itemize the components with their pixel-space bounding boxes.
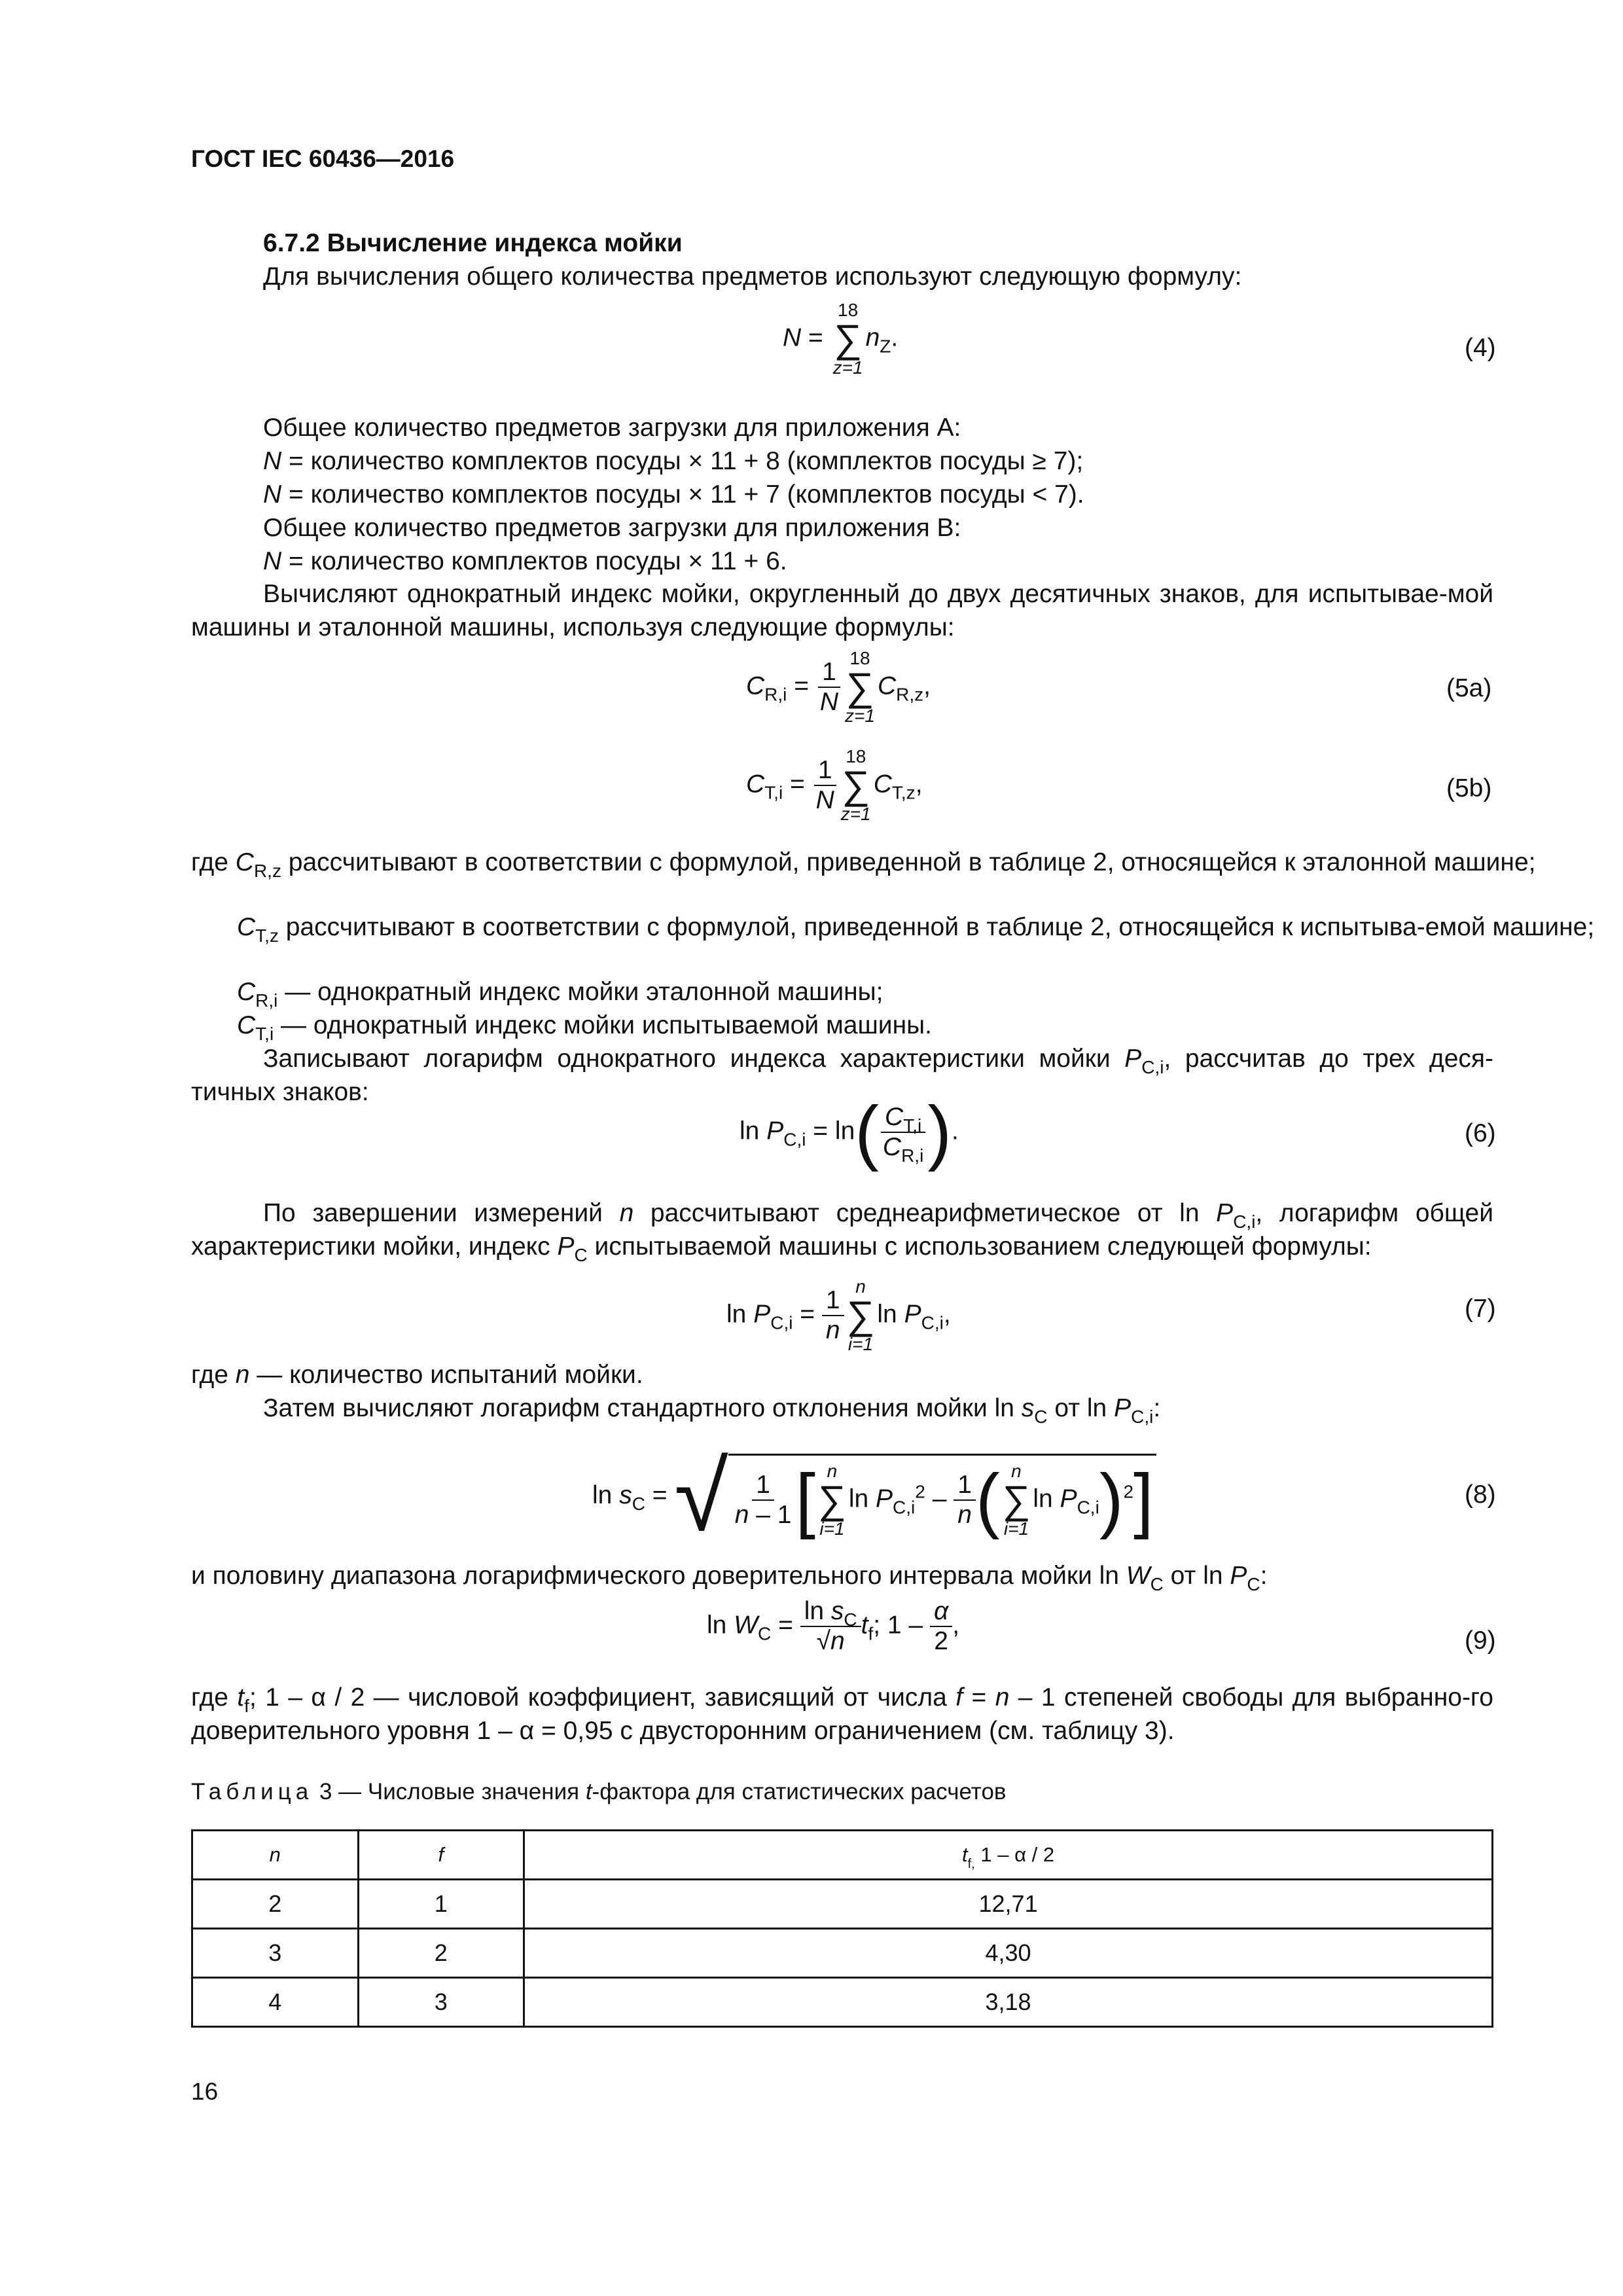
header-f: f (358, 1831, 524, 1880)
equation-6: $\ln P_{C,i} = \ln$( $\frac{C_{T,i}}{C_{R,i}}$ ). (740, 1092, 959, 1172)
where-crz: где $C_{R,z}$ рассчитывают в соответствии с формулой, приведенной в таблице 2, относящейся к эталонной машине; (191, 848, 1536, 881)
cell: 12,71 (524, 1880, 1493, 1929)
where-n: где n — количество испытаний мойки. (191, 1361, 643, 1389)
load-line-3: N = количество комплектов посуды × 11 + 7 (комплектов посуды < 7). (263, 480, 1084, 509)
equation-8-number: (8) (1465, 1480, 1496, 1509)
equation-5a-number: (5a) (1446, 674, 1492, 702)
equation-4: N = 18 ∑ z=1 $n_Z$. (783, 300, 899, 378)
equation-8: $\ln s_C$ = √ $\frac{1}{n - 1}$ [ n ∑ i=1 $\ln P_{C,i}^2$ – $\frac{1}{n}$ ( n ∑ i=1 $\ln P_{C,i})^2$] (592, 1440, 1156, 1553)
load-line-1: Общее количество предметов загрузки для приложения А: (263, 414, 961, 442)
load-line-5: N = количество комплектов посуды × 11 + 6. (263, 547, 787, 575)
equation-9-number: (9) (1465, 1626, 1496, 1655)
header-n: n (192, 1831, 359, 1880)
equation-5b-number: (5b) (1446, 774, 1492, 802)
section-title: 6.7.2 Вычисление индекса мойки (263, 229, 683, 257)
equation-4-number: (4) (1465, 334, 1496, 362)
paragraph-mean: По завершении измерений n рассчитывают среднеарифметическое от $\ln P_{C,i}$, логарифм общей характеристики мойки, индекс $P_C$ испытываемой машины с использованием следующей формулы: (191, 1199, 1493, 1265)
equation-5b: $C_{T,i}$ = $\frac{1}{N}$ 18 ∑ z=1 $C_{T,z}$, (746, 746, 923, 824)
equation-7-number: (7) (1465, 1295, 1496, 1323)
table-row (192, 1880, 1493, 1929)
equation-7: $\ln P_{C,i}$ = $\frac{1}{n}$ n ∑ i=1 $\ln P_{C,i}$, (726, 1276, 951, 1354)
table-3-caption: Таблица 3 — Числовые значения t-фактора для статистических расчетов (191, 1779, 1007, 1804)
paragraph-tf: где $t_f$; 1 – α / 2 — числовой коэффициент, зависящий от числа f = n – 1 степеней свободы для выбранно-го доверительного уровня 1 – α = 0,95 с двусторонним ограничением (см. таблицу 3). (191, 1683, 1493, 1745)
cell: 4,30 (524, 1929, 1493, 1978)
cell: 2 (192, 1880, 359, 1929)
cell: 3 (358, 1978, 524, 2027)
where-cti: $C_{T,i}$ — однократный индекс мойки испытываемой машины. (237, 1011, 932, 1044)
equation-6-number: (6) (1465, 1119, 1496, 1147)
paragraph-sd: Затем вычисляют логарифм стандартного отклонения мойки $\ln s_C$ от $\ln P_{C,i}$: (263, 1394, 1161, 1427)
load-line-2: N = количество комплектов посуды × 11 + 8 (комплектов посуды ≥ 7); (263, 447, 1084, 475)
paragraph-half-range: и половину диапазона логарифмического доверительного интервала мойки $\ln W_C$ от $\ln P_C$: (191, 1562, 1268, 1594)
where-cri: $C_{R,i}$ — однократный индекс мойки эталонной машины; (237, 978, 883, 1011)
section-intro: Для вычисления общего количества предметов используют следующую формулу: (263, 262, 1242, 291)
table-row (192, 1929, 1493, 1978)
table-header-row (192, 1831, 1493, 1880)
where-ctz: $C_{T,z}$ рассчитывают в соответствии с формулой, приведенной в таблице 2, относящейся к испытыва-емой машине; (237, 913, 1595, 946)
page-number: 16 (191, 2078, 219, 2105)
table-3 (191, 1829, 1493, 2028)
cell: 3,18 (524, 1978, 1493, 2027)
header-t: $t_{f,}$ 1 – α / 2 (524, 1831, 1493, 1880)
equation-5a: $C_{R,i}$ = $\frac{1}{N}$ 18 ∑ z=1 $C_{R,z}$, (746, 648, 931, 726)
cell: 1 (358, 1880, 524, 1929)
document-id: ГОСТ IEC 60436—2016 (191, 145, 455, 172)
cell: 4 (192, 1978, 359, 2027)
paragraph-single-index: Вычисляют однократный индекс мойки, округленный до двух десятичных знаков, для испытывае-мой машины и эталонной машины, используя следующие формулы: (191, 580, 1493, 641)
equation-9: $\ln W_C$ = $\frac{\ln s_C}{√n}$ $t_f$; 1 – $\frac{\alpha}{2}$ , (707, 1597, 960, 1655)
load-line-4: Общее количество предметов загрузки для приложения В: (263, 514, 961, 542)
cell: 2 (358, 1929, 524, 1978)
paragraph-log: Записывают логарифм однократного индекса характеристики мойки $P_{C,i}$, рассчитав до трех деся-тичных знаков: (191, 1045, 1493, 1106)
table-row (192, 1978, 1493, 2027)
cell: 3 (192, 1929, 359, 1978)
